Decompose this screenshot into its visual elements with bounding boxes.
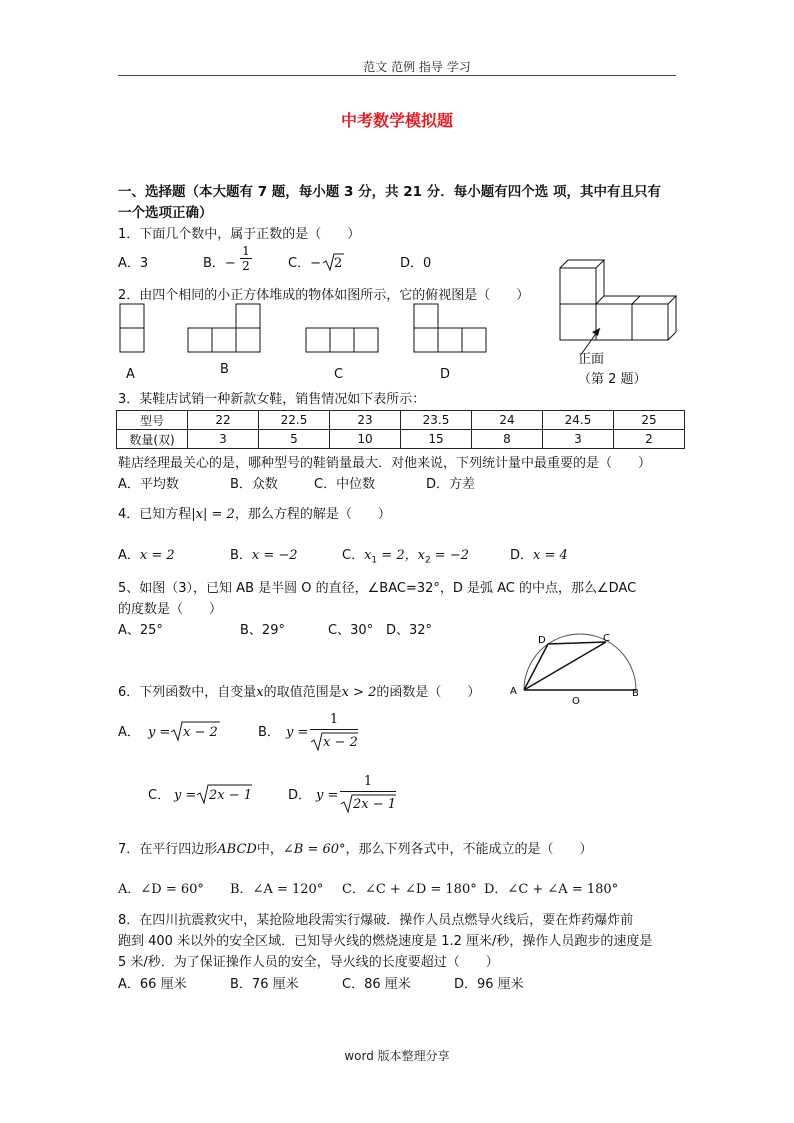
table-cell: 8 [472, 430, 543, 449]
table-cell: 24.5 [543, 411, 614, 430]
view-c-square-2 [330, 328, 354, 352]
q4-option-d [510, 548, 568, 564]
q6-b-numerator: 1 [329, 712, 339, 727]
q6-stem-x: x [256, 685, 264, 700]
q3-option-a: A．平均数 [118, 477, 179, 492]
page-title: 中考数学模拟题 [340, 111, 453, 130]
q4-option-c [342, 548, 469, 569]
q8-option-b: B．76 厘米 [230, 977, 299, 992]
table-cell: 10 [330, 430, 401, 449]
table-cell: 25 [614, 411, 685, 430]
q6-a-sqrt [170, 720, 220, 742]
q4-c-sub2: 2 [424, 555, 431, 566]
table-cell: 23 [330, 411, 401, 430]
point-label-b: B [632, 688, 639, 699]
q4-stem-pre: 4．已知方程 [118, 507, 192, 522]
cube-front-3 [632, 304, 668, 340]
q4-option-a [118, 548, 175, 564]
q1-option-a: A．3 [118, 256, 149, 271]
q3-option-d: D．方差 [426, 477, 476, 492]
q4-c-label: C． [342, 548, 365, 563]
q6-stem-cond: x > 2 [341, 685, 377, 700]
q5-semicircle-figure [506, 630, 654, 708]
q1-b-denominator: 2 [242, 259, 250, 273]
q8-line3: 5 米/秒．为了保证操作人员的安全，导火线的长度要超过（ ） [118, 955, 499, 970]
q4-option-b [230, 548, 298, 564]
cube-front-top [560, 268, 596, 304]
table-cell: 15 [401, 430, 472, 449]
q7-stem [118, 842, 593, 858]
q3-option-b: B．众数 [230, 477, 278, 492]
view-c-square-1 [306, 328, 330, 352]
table-cell: 3 [188, 430, 259, 449]
point-label-a: A [510, 686, 517, 697]
section-heading-line1: 一、选择题（本大题有 7 题，每小题 3 分，共 21 分．每小题有四个选 项，其中有且只有 [118, 184, 661, 200]
q7-stem-cond: ∠B = 60° [282, 842, 346, 857]
table-row-count [117, 430, 685, 449]
view-b-square-1 [188, 328, 212, 352]
q4-stem-post: ，那么方程的解是（ ） [234, 507, 391, 522]
q4-b-label: B． [230, 548, 252, 563]
q5-option-c: C、30° [328, 623, 374, 638]
q6-a-lhs: y = [148, 725, 171, 740]
q6-c-label: C． [148, 788, 171, 803]
q6-stem-mid: 的取值范围是 [263, 685, 342, 700]
view-b-square-2 [212, 328, 236, 352]
q4-b-math: x = −2 [251, 548, 298, 563]
q3-text: 鞋店经理最关心的是，哪种型号的鞋销量最大．对他来说，下列统计量中最重要的是（ ） [118, 456, 652, 471]
q8-option-a: A．66 厘米 [118, 977, 187, 992]
q4-a-math: x = 2 [139, 548, 175, 563]
view-d-square-1 [414, 304, 438, 328]
q6-b-radicand: x − 2 [323, 735, 358, 750]
view-b-square-4 [236, 304, 260, 328]
q1-stem: 1．下面几个数中，属于正数的是（ ） [118, 227, 361, 242]
view-d-square-2 [414, 328, 438, 352]
q2-caption: （第 2 题） [578, 372, 647, 387]
q2-stem: 2．由四个相同的小正方体堆成的物体如图所示，它的俯视图是（ ） [118, 288, 530, 303]
q2-label-c: C [334, 367, 344, 382]
section-heading-line2: 一个选项正确） [118, 205, 213, 221]
q6-stem [118, 685, 480, 701]
table-cell: 22 [188, 411, 259, 430]
q7-option-d: D．∠C + ∠A = 180° [484, 882, 619, 897]
q6-d-lhs: y = [316, 788, 339, 803]
table-row-size [117, 411, 685, 430]
q7-stem-name: ABCD [217, 842, 257, 857]
view-b-square-3 [236, 328, 260, 352]
q6-b-denominator [310, 730, 358, 752]
q2-cube-stack-figure [552, 256, 684, 368]
point-label-d: D [538, 635, 546, 646]
q4-d-math: x = 4 [533, 548, 568, 563]
q6-a-label: A． [118, 725, 140, 740]
q4-c-sub1: 1 [371, 555, 378, 566]
q4-d-label: D． [510, 548, 534, 563]
q1-option-c-prefix: C．− [288, 256, 321, 271]
q8-option-c: C．86 厘米 [342, 977, 411, 992]
q6-c-radicand: 2x − 1 [209, 788, 253, 803]
q5-line1: 5、如图（3），已知 AB 是半圆 O 的直径，∠BAC=32°，D 是弧 AC 的中点，那么∠DAC [118, 581, 637, 596]
q3-option-c: C．中位数 [314, 477, 376, 492]
view-a-square-2 [120, 328, 144, 352]
q4-c-math4: = −2 [430, 548, 469, 563]
q8-line2: 跑到 400 米以外的安全区域．已知导火线的燃烧速度是 1.2 厘米/秒，操作人员跑步的速度是 [118, 934, 653, 949]
q6-b-label: B． [258, 725, 280, 740]
q6-stem-post: 的函数是（ ） [376, 685, 481, 700]
row-top-divider-1 [632, 296, 640, 304]
q8-line1: 8．在四川抗震救灾中，某抢险地段需实行爆破．操作人员点燃导火线后，要在炸药爆炸前 [118, 913, 634, 928]
q4-a-label: A． [118, 548, 140, 563]
q1-b-numerator: 1 [240, 244, 252, 259]
cube-front-2 [596, 304, 632, 340]
q6-d-numerator: 1 [363, 774, 373, 789]
chord-dc [548, 642, 606, 644]
q6-d-label: D． [288, 788, 312, 803]
q6-a-radicand: x − 2 [183, 725, 218, 740]
q7-stem-pre: 7．在平行四边形 [118, 842, 218, 857]
q3-stem: 3．某鞋店试销一种新款女鞋，销售情况如下表所示： [118, 392, 426, 407]
q5-option-a: A、25° [118, 623, 163, 638]
table-header-size: 型号 [117, 411, 188, 430]
table-cell: 23.5 [401, 411, 472, 430]
page-footer: word 版本整理分享 [344, 1049, 450, 1063]
q7-option-b: B．∠A = 120° [230, 882, 324, 897]
table-cell: 22.5 [259, 411, 330, 430]
q6-b-fraction [310, 712, 358, 754]
table-cell: 5 [259, 430, 330, 449]
q7-option-c: C．∠C + ∠D = 180° [342, 882, 477, 897]
q6-c-lhs: y = [174, 788, 197, 803]
q6-d-radicand: 2x − 1 [353, 797, 397, 812]
q4-c-math2: = 2， [377, 548, 418, 563]
q6-d-denominator [340, 792, 396, 814]
q6-stem-pre: 6．下列函数中，自变量 [118, 685, 257, 700]
q4-stem-abs: |x| = 2 [191, 507, 235, 522]
table-cell: 3 [543, 430, 614, 449]
q2-front-label: 正面 [578, 352, 605, 367]
header-rule [118, 75, 676, 76]
q6-d-fraction [340, 774, 396, 816]
page-header: 范文 范例 指导 学习 [363, 60, 471, 74]
cube-top-face [560, 260, 604, 268]
table-header-count: 数量(双) [117, 430, 188, 449]
q2-label-a: A [126, 367, 135, 382]
table-cell: 2 [614, 430, 685, 449]
point-label-o: O [572, 696, 580, 707]
view-a-square-1 [120, 304, 144, 328]
q1-c-radicand: 2 [334, 256, 343, 271]
q4-stem [118, 507, 391, 523]
q7-option-a: A．∠D = 60° [118, 882, 204, 897]
row-side-bottom [668, 332, 676, 340]
q2-label-b: B [220, 362, 229, 377]
view-c-square-3 [354, 328, 378, 352]
q8-option-d: D．96 厘米 [454, 977, 524, 992]
view-d-square-3 [438, 328, 462, 352]
q6-b-lhs: y = [286, 725, 309, 740]
table-cell: 24 [472, 411, 543, 430]
q7-stem-post: ，那么下列各式中，不能成立的是（ ） [345, 842, 593, 857]
shoe-sales-table [116, 410, 685, 449]
q7-stem-mid: 中， [256, 842, 283, 857]
point-label-c: C [603, 633, 610, 644]
q4-c-math1: x [364, 548, 372, 563]
q2-label-d: D [440, 367, 451, 382]
q5-option-b: B、29° [240, 623, 285, 638]
q5-line2: 的度数是（ ） [118, 602, 223, 617]
cube-front-1 [560, 304, 596, 340]
q1-option-d: D．0 [400, 256, 432, 271]
view-d-square-4 [462, 328, 486, 352]
q5-option-d: D、32° [386, 623, 433, 638]
q6-c-sqrt [196, 783, 252, 805]
q1-option-b-fraction [240, 244, 252, 273]
q4-c-math3: x [417, 548, 425, 563]
q1-option-b-prefix: B．− [203, 256, 236, 271]
